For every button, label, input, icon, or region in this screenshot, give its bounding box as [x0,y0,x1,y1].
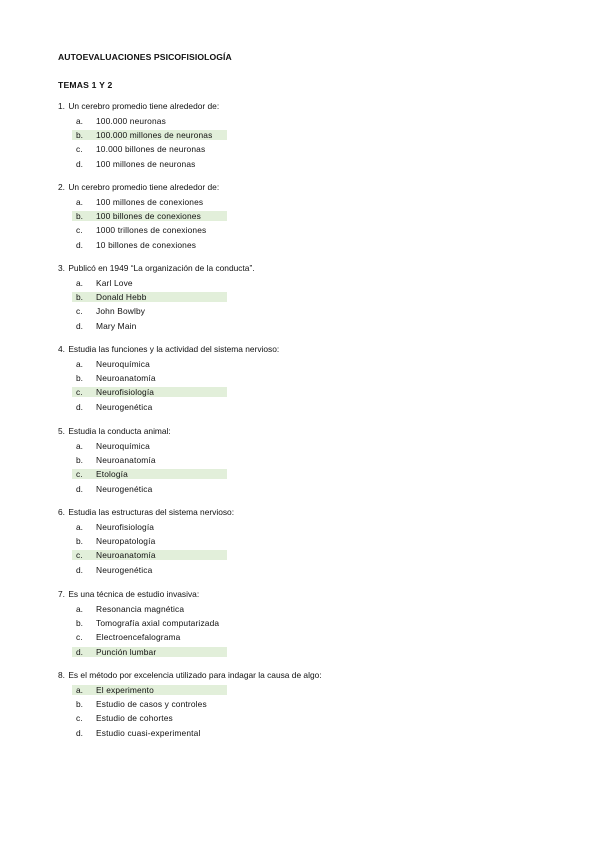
option-item [58,195,227,209]
option-letter: a. [76,604,83,615]
option-letter: b. [76,536,83,547]
correct-option [58,683,322,697]
question-label: Estudia la conducta animal: [68,426,171,436]
option-row [72,292,227,302]
option-item [58,238,227,252]
option-text: 100 millones de conexiones [96,197,204,208]
question-block [58,669,322,740]
question-label: Es una técnica de estudio invasiva: [68,589,200,599]
option-text: Karl Love [96,278,133,289]
option-item [58,319,255,333]
option-text: Neurogenética [96,401,153,412]
option-text: 100.000 millones de neuronas [96,130,213,141]
option-row [58,522,156,532]
option-letter: d. [76,158,83,169]
question-label: Estudia las estructuras del sistema nervioso: [68,507,235,517]
option-row [58,713,175,723]
option-text: 100 billones de conexiones [96,211,201,222]
question-text [58,262,255,274]
option-letter: a. [76,278,83,289]
question-number: 4. [58,344,65,354]
option-row [58,699,209,709]
option-item [58,602,227,616]
option-item [58,371,279,385]
option-text: Estudio de cohortes [96,713,173,724]
option-item [58,697,322,711]
option-item [58,563,234,577]
option-text: El experimento [96,685,154,696]
option-text: Punción lumbar [96,646,157,657]
correct-option [58,128,227,142]
question-label: Publicó en 1949 “La organización de la conducta”. [68,263,255,273]
question-text [58,343,279,355]
question-label: Es el método por excelencia utilizado para indagar la causa de algo: [68,670,322,680]
option-item [58,711,322,725]
option-item [58,114,227,128]
option-item [58,304,255,318]
option-letter: d. [76,320,83,331]
option-item [58,630,227,644]
option-row [58,455,158,465]
option-text: Neuroanatomía [96,455,156,466]
option-text: Neurofisiología [96,387,155,398]
option-text: Donald Hebb [96,292,147,303]
option-letter: d. [76,483,83,494]
question-text [58,506,234,518]
option-list [58,276,255,333]
question-label: Estudia las funciones y la actividad del sistema nervioso: [68,344,280,354]
question-number: 2. [58,182,65,192]
question-number: 8. [58,670,65,680]
option-text: Mary Main [96,320,137,331]
option-item [58,157,227,171]
option-text: 10 billones de conexiones [96,239,197,250]
option-row [58,484,154,494]
option-letter: d. [76,564,83,575]
question-block [58,506,234,577]
option-letter: b. [76,618,83,629]
option-row [58,402,154,412]
question-text [58,669,322,681]
document-subtitle: TEMAS 1 Y 2 [58,80,113,90]
question-text [58,588,227,600]
option-row [72,685,227,695]
option-text: Tomografía axial computarizada [96,618,220,629]
question-block [58,343,279,414]
option-text: 10.000 billones de neuronas [96,144,206,155]
question-number: 1. [58,101,65,111]
option-letter: b. [76,455,83,466]
option-item [58,726,322,740]
option-row [58,373,158,383]
option-row [72,130,227,140]
question-block [58,588,227,659]
question-number: 3. [58,263,65,273]
option-text: Neuroanatomía [96,550,156,561]
question-text [58,100,227,112]
option-row [58,159,198,169]
question-text [58,181,227,193]
option-item [58,482,227,496]
option-text: Neurofisiología [96,522,155,533]
option-item [58,142,227,156]
option-text: Resonancia magnética [96,604,185,615]
option-item [58,453,227,467]
option-list [58,602,227,659]
option-text: 100 millones de neuronas [96,158,196,169]
option-item [58,400,279,414]
option-row [72,647,227,657]
correct-option [58,290,255,304]
option-row [58,306,147,316]
option-letter: a. [76,116,83,127]
option-row [58,441,152,451]
option-letter: b. [76,699,83,710]
question-block [58,181,227,252]
option-text: Neurogenética [96,483,153,494]
option-letter: c. [76,144,83,155]
question-text [58,425,227,437]
option-letter: d. [76,401,83,412]
option-letter: c. [76,387,83,398]
option-item [58,520,234,534]
option-letter: d. [76,239,83,250]
option-row [58,144,207,154]
option-letter: c. [76,225,83,236]
option-list [58,520,234,577]
option-text: 100.000 neuronas [96,116,166,127]
option-letter: d. [76,727,83,738]
option-letter: a. [76,197,83,208]
option-row [58,225,208,235]
question-number: 7. [58,589,65,599]
option-item [58,439,227,453]
question-block [58,262,255,333]
option-row [72,387,227,397]
option-text: 1000 trillones de conexiones [96,225,207,236]
option-text: Neuroanatomía [96,373,156,384]
option-list [58,114,227,171]
option-text: John Bowlby [96,306,146,317]
question-label: Un cerebro promedio tiene alrededor de: [68,101,220,111]
correct-option [58,645,227,659]
option-row [72,469,227,479]
option-text: Electroencefalograma [96,632,181,643]
option-row [58,565,154,575]
option-row [58,618,221,628]
option-list [58,439,227,496]
option-row [58,197,205,207]
option-row [72,211,227,221]
option-text: Neuroquímica [96,441,150,452]
option-letter: c. [76,713,83,724]
option-letter: a. [76,441,83,452]
option-row [58,240,198,250]
question-block [58,100,227,171]
option-list [58,683,322,740]
option-row [58,604,186,614]
question-block [58,425,227,496]
option-letter: a. [76,359,83,370]
option-item [58,223,227,237]
option-letter: b. [76,211,83,222]
option-letter: c. [76,469,83,480]
option-row [58,321,138,331]
option-text: Etología [96,469,128,480]
option-list [58,195,227,252]
option-row [58,278,135,288]
option-list [58,357,279,414]
option-letter: d. [76,646,83,657]
option-text: Estudio cuasi-experimental [96,727,201,738]
option-row [58,632,182,642]
option-text: Neuroquímica [96,359,150,370]
option-item [58,276,255,290]
option-item [58,616,227,630]
option-letter: b. [76,130,83,141]
correct-option [58,548,234,562]
option-row [58,116,168,126]
option-letter: a. [76,522,83,533]
option-letter: b. [76,292,83,303]
document-title: AUTOEVALUACIONES PSICOFISIOLOGÍA [58,52,232,62]
option-row [72,550,227,560]
correct-option [58,467,227,481]
option-letter: b. [76,373,83,384]
option-letter: a. [76,685,83,696]
option-text: Estudio de casos y controles [96,699,207,710]
option-text: Neurogenética [96,564,153,575]
option-item [58,534,234,548]
option-row [58,359,152,369]
option-row [58,536,157,546]
correct-option [58,209,227,223]
question-number: 5. [58,426,65,436]
question-number: 6. [58,507,65,517]
question-label: Un cerebro promedio tiene alrededor de: [68,182,220,192]
correct-option [58,385,279,399]
option-text: Neuropatología [96,536,156,547]
option-letter: c. [76,632,83,643]
option-row [58,728,202,738]
option-item [58,357,279,371]
option-letter: c. [76,306,83,317]
option-letter: c. [76,550,83,561]
